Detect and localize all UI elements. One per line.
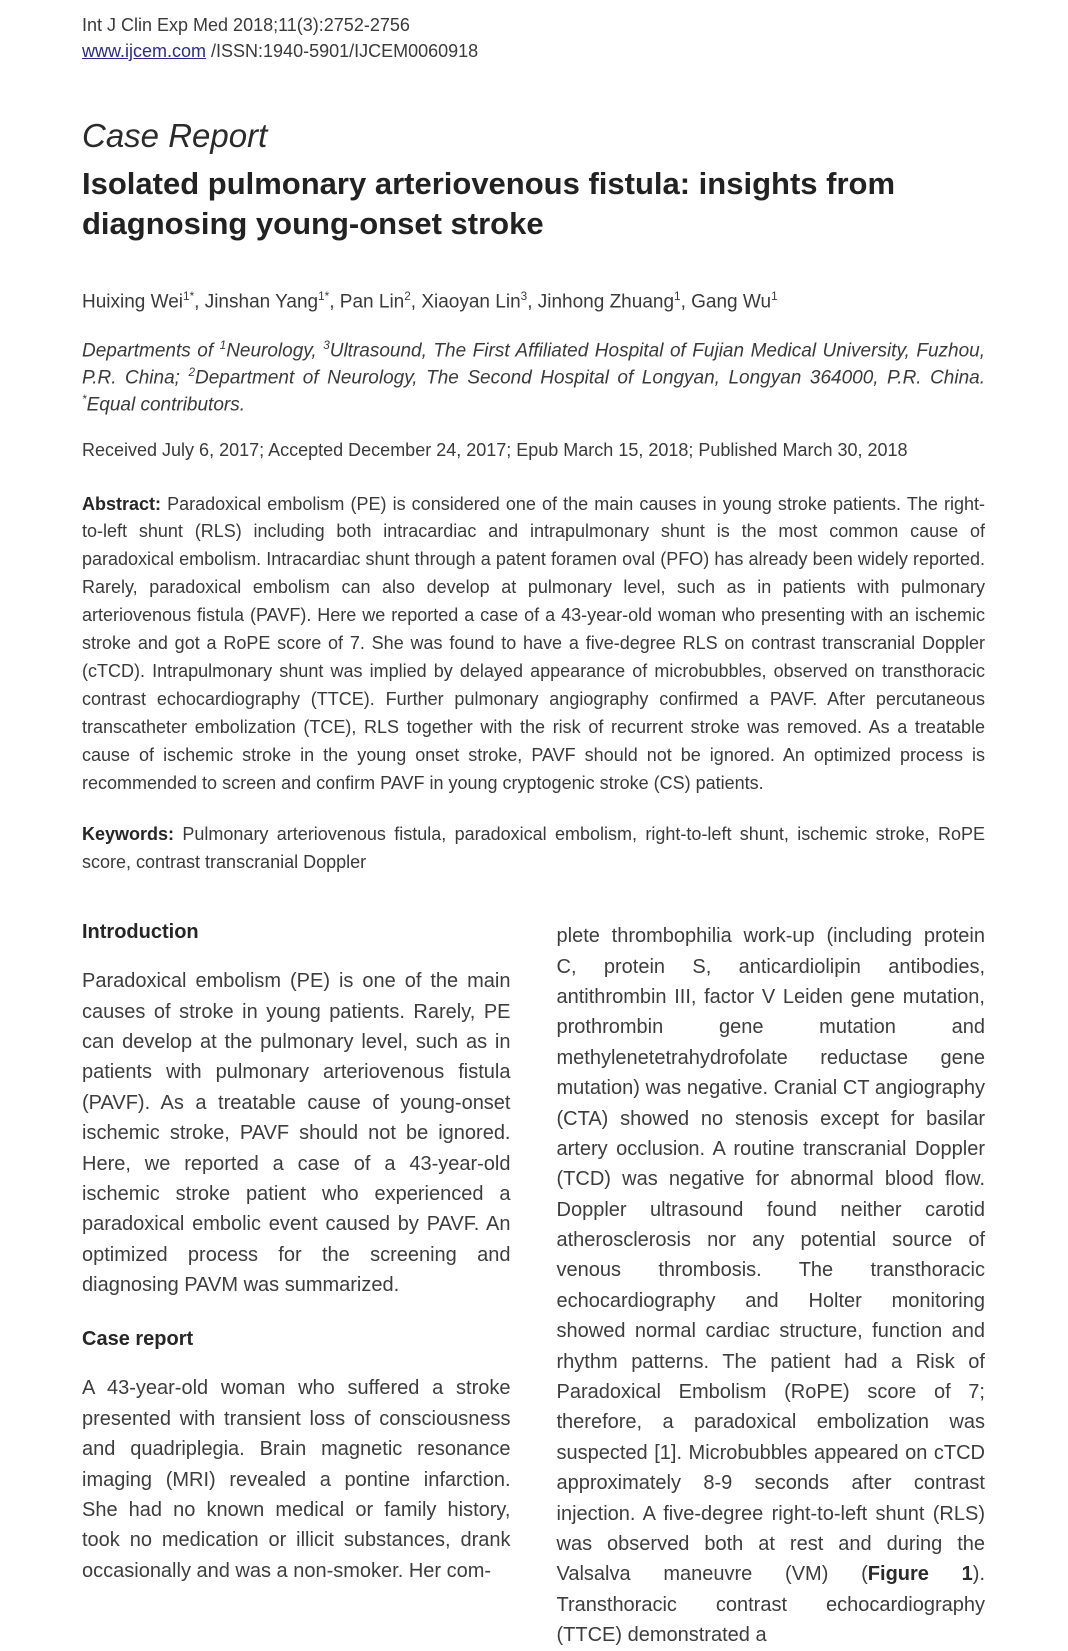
article-title: Isolated pulmonary arteriovenous fistula: insights from diagnosing young-onset stroke <box>82 165 896 242</box>
title-block <box>82 116 985 244</box>
dates-line: Received July 6, 2017; Accepted December 24, 2017; Epub March 15, 2018; Published March 30, 2018 <box>82 439 908 460</box>
case-report-paragraph: A 43-year-old woman who suffered a stroke presented with transient loss of consciousness and quadriplegia. Brain magnetic resonance imaging (MRI) revealed a pontine infarction. She had no known medical or family history, took no medication or illicit substances, drank occasionally and was a non-smoker. Her com- <box>82 1377 511 1582</box>
journal-issn: /ISSN:1940-5901/IJCEM0060918 <box>206 41 479 62</box>
section-heading-case-report: Case report <box>82 1328 194 1351</box>
article-type-kicker: Case Report <box>82 117 268 155</box>
intro-paragraph: Paradoxical embolism (PE) is one of the main causes of stroke in young patients. Rarely, PE can develop at the pulmonary level, such as in patients with pulmonary arteriovenous fistula (PAVF). As a treatable cause of young-onset ischemic stroke, PAVF should not be ignored. Here, we reported a case of a 43-year-old ischemic stroke patient who experienced a paradoxical embolic event caused by PAVF. An optimized process for the screening and diagnosing PAVM was summarized. <box>82 970 511 1297</box>
journal-header <box>82 12 985 64</box>
left-column <box>82 921 511 1650</box>
section-heading-introduction: Introduction <box>82 921 199 944</box>
right-paragraph-text: plete thrombophilia work-up (including protein C, protein S, anticardiolipin antibodies, antithrombin III, factor V Leiden gene mutation, prothrombin gene mutation and methylenetetrahydrofolate reductase gene mutation) was negative. Cranial CT angiography (CTA) showed no stenosis except for basilar artery occlusion. A routine transcranial Doppler (TCD) was negative for abnormal blood flow. Doppler ultrasound found neither carotid atherosclerosis nor any potential source of venous thrombosis. The transthoracic echocardiography and Holter monitoring showed normal cardiac structure, function and rhythm patterns. The patient had a Risk of Paradoxical Embolism (RoPE) score of 7; therefore, a paradoxical embolization was suspected [1]. Microbubbles appeared on cTCD approximately 8-9 seconds after contrast injection. A five-degree right-to-left shunt (RLS) was observed both at rest and during the Valsalva maneuvre (VM) ( <box>556 925 985 1586</box>
two-column-body <box>82 921 985 1650</box>
affiliations: Departments of $^1$Neurology, $^3$Ultrasound, The First Affiliated Hospital of Fujian Medical University, Fuzhou, P.R. China; $^2$Department of Neurology, The Second Hospital of Longyan, Longyan 364000, P.R. China. *Equal contributors. <box>82 338 985 416</box>
right-column-paragraph <box>557 921 986 1650</box>
journal-url-line <box>82 38 985 64</box>
right-paragraph-text-cont: ). Transthoracic contrast echocardiography (TTCE) demonstrated a <box>556 1563 986 1647</box>
abstract-label: Abstract: <box>82 493 162 514</box>
abstract <box>82 491 985 798</box>
keywords-text: Pulmonary arteriovenous fistula, paradoxical embolism, right-to-left shunt, ischemic stroke, RoPE score, contrast transcranial Doppler <box>82 824 985 873</box>
authors-line: Huixing Wei$^{1*}$, Jinshan Yang$^{1*}$, Pan Lin$^2$, Xiaoyan Lin$^3$, Jinhong Zhuang$^1$, Gang Wu$^1$ <box>82 290 778 313</box>
keywords <box>82 821 985 877</box>
figure-1-reference: Figure 1 <box>867 1563 973 1586</box>
right-column <box>557 921 986 1650</box>
keywords-label: Keywords: <box>82 824 175 845</box>
abstract-text: Paradoxical embolism (PE) is considered one of the main causes in young stroke patients. The right-to-left shunt (RLS) including both intracardiac and intrapulmonary shunt is the most common cause of paradoxical embolism. Intracardiac shunt through a patent foramen oval (PFO) has already been widely reported. Rarely, paradoxical embolism can also develop at pulmonary level, such as in patients with pulmonary arteriovenous fistula (PAVF). Here we reported a case of a 43-year-old woman who presenting with an ischemic stroke and got a RoPE score of 7. She was found to have a five-degree RLS on contrast transcranial Doppler (cTCD). Intrapulmonary shunt was implied by delayed appearance of microbubbles, observed on transthoracic contrast echocardiography (TTCE). Further pulmonary angiography confirmed a PAVF. After percutaneous transcatheter embolization (TCE), RLS together with the risk of recurrent stroke was removed. As a treatable cause of ischemic stroke in the young onset stroke, PAVF should not be ignored. An optimized process is recommended to screen and confirm PAVF in young cryptogenic stroke (CS) patients. <box>82 493 985 793</box>
journal-url-link[interactable]: www.ijcem.com <box>82 41 207 62</box>
journal-citation: Int J Clin Exp Med 2018;11(3):2752-2756 <box>82 15 410 35</box>
